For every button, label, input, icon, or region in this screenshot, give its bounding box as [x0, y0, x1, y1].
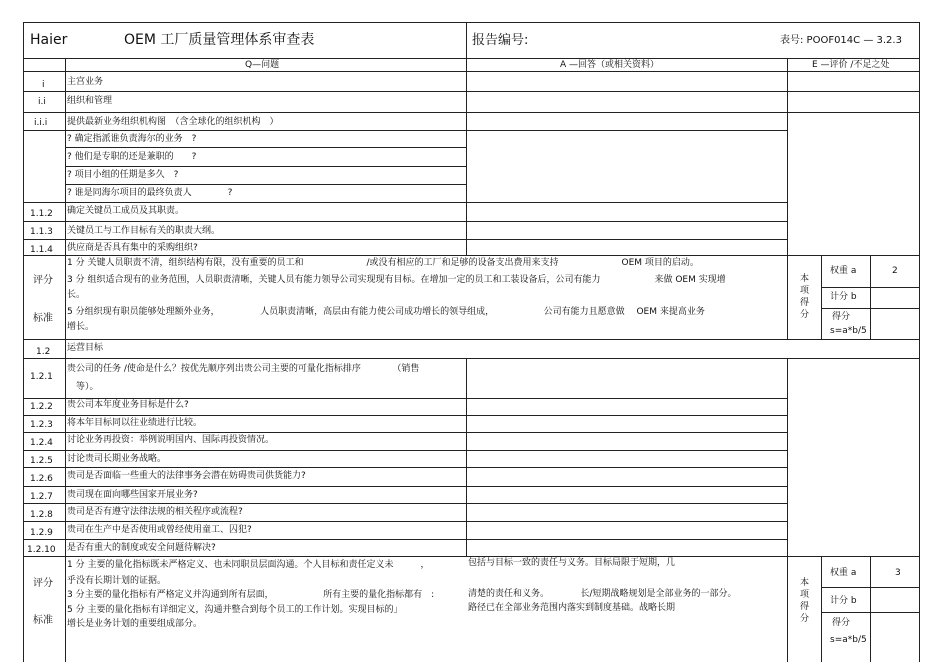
criteria-line: 3 分 组织适合现有的业务范围，人员职责清晰，关键人员有能力领导公司实现现有目标。在增加一定的员工和工装设备后，公司有能力 来做 OEM 实现增 — [67, 275, 726, 285]
row-line — [23, 221, 788, 222]
row-line — [23, 202, 788, 203]
total-formula: s=a*b/5 — [830, 326, 867, 336]
criteria-line: 路径已在全部业务范围内落实到制度基础。战略长期 — [468, 603, 676, 613]
row-number: 1.2.3 — [30, 420, 53, 430]
row-line — [23, 339, 920, 340]
row-question: 等）。 — [67, 382, 99, 392]
row-number: 1.2.10 — [27, 545, 56, 555]
row-question: 关键员工与工作目标有关的职责大纲。 — [67, 226, 221, 236]
side-label-char: 项 — [800, 286, 810, 296]
score-box-line — [821, 612, 920, 613]
page-title: OEM 工厂质量管理体系审查表 — [124, 32, 315, 48]
row-question: 贵公司本年度业务目标是什么? — [67, 400, 189, 410]
row-question: 贵公司的任务 /使命是什么？按优先顺序列出贵公司主要的可量化指标排序 （销售 — [67, 364, 420, 374]
row-question: 讨论业务再投资：举例说明国内、国际再投资情况。 — [67, 435, 275, 445]
row-line — [23, 91, 920, 92]
row-line — [65, 147, 467, 148]
score-box-line — [821, 587, 920, 588]
row-line — [23, 539, 788, 540]
row-line — [23, 358, 920, 359]
a-e-divider-2 — [787, 358, 788, 662]
row-number: 1.2.7 — [30, 492, 53, 502]
row-question: 组织和管理 — [67, 96, 113, 106]
row-question: ? 确定指派谁负责海尔的业务 ? — [67, 134, 197, 144]
row-line — [23, 467, 788, 468]
score-box-divider — [821, 255, 822, 340]
row-question: 提供最新业务组织机构图 （含全球化的组织机构 ） — [67, 117, 279, 127]
criteria-line: 清楚的责任和义务。 长/短期战略规划是全部业务的一部分。 — [468, 589, 737, 599]
row-question: 贵司现在面向哪些国家开展业务? — [67, 490, 198, 500]
criteria-label: 标准 — [33, 313, 53, 324]
row-line — [23, 130, 788, 131]
row-question: 将本年目标同以往业绩进行比较。 — [67, 418, 203, 428]
criteria-line: 乎没有长期计划的证据。 — [67, 576, 167, 586]
score-box-line — [821, 287, 920, 288]
column-header-e: E —评价 /不足之处 — [812, 60, 890, 70]
criteria-line: 1 分 主要的量化指标既未严格定义、也未同职员层面沟通。个人目标和责任定义未 ， — [67, 560, 430, 570]
row-question: ? 谁是同海尔项目的最终负责人 ? — [67, 188, 233, 198]
weight-value: 2 — [892, 266, 898, 276]
row-number: i.i.i — [34, 118, 48, 128]
side-label-char: 项 — [800, 590, 810, 600]
row-number: 1.1.3 — [30, 227, 53, 237]
row-line — [23, 112, 920, 113]
weight-value: 3 — [895, 568, 901, 578]
side-label-char: 本 — [800, 274, 810, 284]
brand-name: Haier — [30, 32, 68, 48]
row-number: i — [42, 80, 45, 90]
form-number: 表号: POOF014C — 3.2.3 — [780, 35, 902, 46]
row-line — [65, 166, 467, 167]
row-question: 贵司是否有遵守法律法规的相关程序或流程? — [67, 507, 243, 517]
side-label-char: 得 — [800, 602, 810, 612]
total-label: 得分 — [832, 618, 851, 628]
a-e-divider-1 — [787, 58, 788, 339]
side-label-char: 分 — [800, 310, 810, 320]
row-question: 讨论贵司长期业务战略。 — [67, 454, 167, 464]
row-line — [23, 432, 788, 433]
score-label: 评分 — [33, 275, 53, 286]
criteria-line: 1 分 关键人员职责不清，组织结构有限，没有重要的员工和 /或没有相应的工厂和足够的设备支出费用来支持 OEM 项目的启动。 — [67, 258, 699, 268]
row-line — [23, 521, 788, 522]
criteria-line: 增长。 — [67, 322, 95, 332]
row-question: 贵司是否面临一些重大的法律事务会潜在妨碍贵司供货能力? — [67, 471, 306, 481]
row-number: 1.1.4 — [30, 245, 53, 255]
row-line — [23, 398, 788, 399]
q-a-divider-1 — [466, 58, 467, 255]
row-number: 1.2.8 — [30, 510, 53, 520]
report-number-label: 报告编号: — [472, 33, 529, 48]
score-box-divider — [870, 556, 871, 662]
column-header-q: Q—问题 — [245, 60, 280, 70]
row-question: 运营目标 — [67, 343, 104, 353]
criteria-line: 增长是业务计划的重要组成部分。 — [67, 619, 203, 629]
row-question: 供应商是否具有集中的采购组织? — [67, 243, 198, 253]
criteria-line: 长。 — [67, 290, 86, 300]
column-header-a: A —回答（或相关资料） — [560, 60, 660, 70]
header-bottom-line — [23, 58, 920, 59]
row-number: 1.2.9 — [30, 528, 53, 538]
row-question: 主宫业务 — [67, 77, 104, 87]
score-b-label: 计分 b — [830, 292, 857, 302]
row-line — [23, 239, 788, 240]
border-left — [23, 22, 24, 662]
border-right — [919, 22, 920, 662]
weight-label: 权重 a — [830, 266, 857, 276]
row-line — [23, 486, 788, 487]
header-divider — [466, 22, 467, 59]
num-column-divider — [65, 58, 66, 662]
row-number: 1.2.5 — [30, 456, 53, 466]
criteria-line: 5 分 主要的量化指标有详细定义，沟通并整合到每个员工的工作计划。实现目标的」 — [67, 605, 403, 615]
row-question: 是否有重大的制度或安全问题待解决? — [67, 543, 216, 553]
criteria-label: 标准 — [33, 615, 53, 626]
criteria-line: 5 分组织现有职员能够处理额外业务， 人员职责清晰，高层由有能力使公司成功增长的领导组成， 公司有能力且愿意做 OEM 来提高业务 — [67, 307, 705, 317]
row-line — [65, 184, 467, 185]
column-header-line — [23, 71, 920, 72]
weight-label: 权重 a — [830, 568, 857, 578]
row-question: 确定关键员工成员及其职责。 — [67, 206, 185, 216]
score-box-divider — [870, 255, 871, 340]
row-number: 1.2.1 — [30, 372, 53, 382]
row-number: i.i — [38, 97, 46, 107]
row-question: 贵司在生产中是否使用或曾经使用童工、囚犯? — [67, 525, 252, 535]
row-line — [23, 556, 920, 557]
side-label-char: 本 — [800, 578, 810, 588]
total-label: 得分 — [832, 312, 851, 322]
row-line — [23, 415, 788, 416]
total-formula: s=a*b/5 — [830, 635, 867, 645]
row-line — [23, 503, 788, 504]
criteria-line: 3 分主要的量化指标有严格定义并沟通到所有层面， 所有主要的量化指标都有 : — [67, 590, 435, 600]
row-number: 1.2 — [36, 347, 51, 357]
score-box-divider — [821, 556, 822, 662]
criteria-line: 包括与目标一致的责任与义务。目标局限于短期，几 — [468, 558, 676, 568]
row-question: ? 项目小组的任期是多久 ? — [67, 170, 179, 180]
score-label: 评分 — [33, 578, 53, 589]
row-number: 1.2.4 — [30, 438, 53, 448]
row-line — [23, 450, 788, 451]
row-question: ? 他们是专职的还是兼职的 ? — [67, 152, 197, 162]
side-label-char: 分 — [800, 614, 810, 624]
q-a-divider-2 — [466, 358, 467, 556]
row-number: 1.2.6 — [30, 474, 53, 484]
row-number: 1.1.2 — [30, 209, 53, 219]
row-line — [23, 255, 920, 256]
side-label-char: 得 — [800, 298, 810, 308]
score-box-line — [821, 308, 920, 309]
row-number: 1.2.2 — [30, 402, 53, 412]
score-b-label: 计分 b — [830, 596, 857, 606]
border-top — [23, 22, 920, 23]
